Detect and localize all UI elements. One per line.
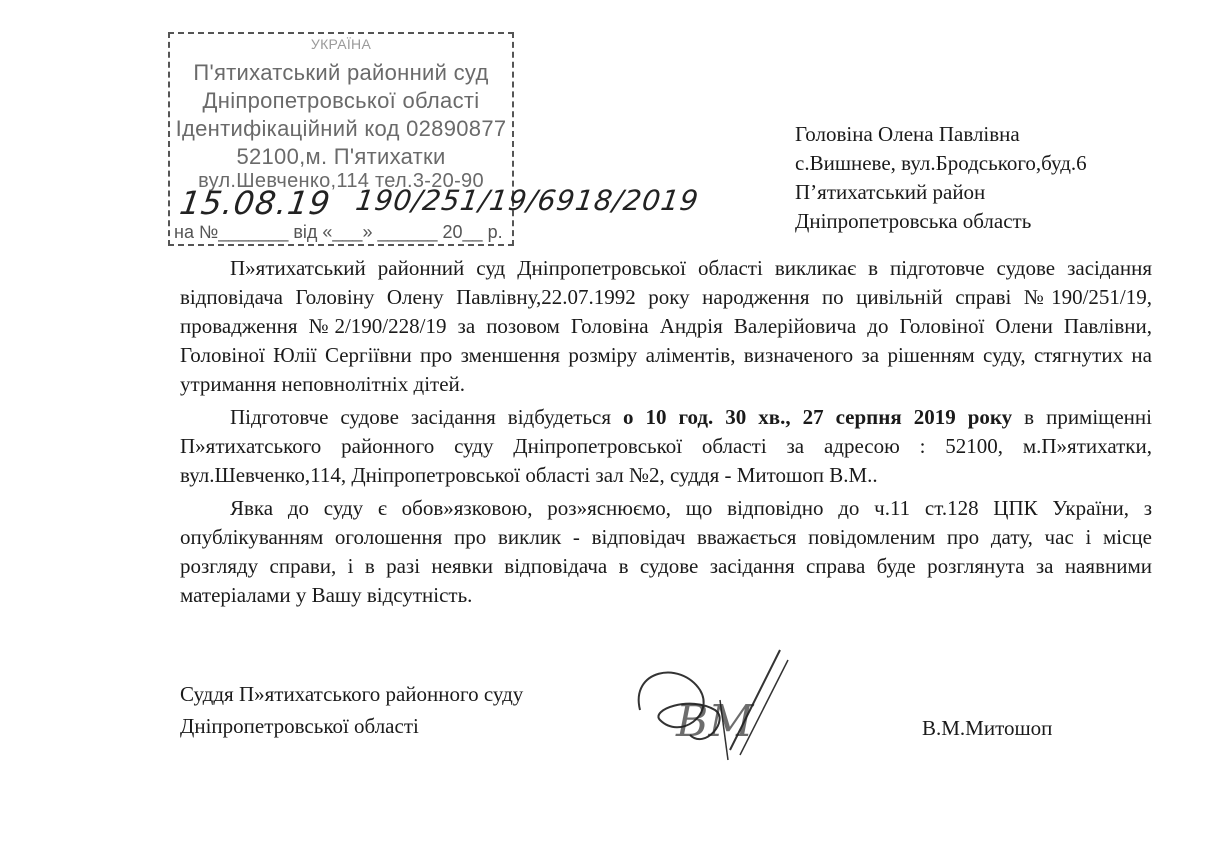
signer-title-line2: Дніпропетровської області [180,714,419,738]
paragraph-hearing [180,403,1152,490]
stamp-court-name: П'ятихатський районний суд [193,60,489,85]
stamp-heading: УКРАЇНА [310,36,372,52]
signer-name: В.М.Митошоп [922,716,1053,740]
stamp-handwritten-date: 15.08.19 [177,184,334,222]
hearing-prefix: Підготовче судове засідання відбудеться [230,405,624,429]
signer-title-line1: Суддя П»ятихатського районного суду [180,682,524,706]
stamp-address: вул.Шевченко,114 тел.3-20-90 [198,170,484,192]
signer-title [180,678,523,742]
paragraph-summons: П»ятихатський районний суд Дніпропетровської області викликає в підготовче судове засідання відповідача Головіну Олену Павлівну,22.07.1992 року народження по цивільній справі №190/251/19, провадження №2/190/228/19 за позовом Головіна Андрія Валерійовича до Головіної Олени Павлівни, Головіної Юлії Сергіївни про зменшення розміру аліментів, визначеного за рішенням суду, стягнутих на утримання неповнолітніх дітей. [180,256,1152,396]
stamp-postal: 52100,м. П'ятихатки [236,144,446,169]
court-stamp [168,32,702,246]
hearing-datetime: о 10 год. 30 хв., 27 серпня 2019 року [623,405,1013,429]
paragraph-attendance: Явка до суду є обов»язковою, роз»яснюємо, що відповідно до ч.11 ст.128 ЦПК України, з опублікуванням оголошення про виклик - відповідач вважається повідомленим про дату, час і місце розгляду справи, і в разі неявки відповідача в судове засідання справа буде розглянута за наявними матеріалами у Вашу відсутність. [180,496,1152,607]
signature-mark: ВМ [676,696,754,747]
notice-body [180,254,1152,614]
hearing-suffix: в приміщенні П»ятихатського районного суду Дніпропетровської області за адресою : 52100, м.П»ятихатки, вул.Шевченко,114, Дніпропетровської області зал №2, суддя - Митошоп В.М.. [180,405,1152,487]
addressee-district: П’ятихатський район [795,180,986,204]
stamp-region: Дніпропетровської області [202,88,480,113]
stamp-register-line: на №_______ від «___» ______ 20__ р. [174,222,503,242]
stamp-handwritten-number: 190/251/19/6918/2019 [353,184,702,217]
addressee-region: Дніпропетровська область [795,209,1032,233]
addressee-address: с.Вишневе, вул.Бродського,буд.6 [795,151,1087,175]
addressee-name: Головіна Олена Павлівна [795,122,1020,146]
addressee-block [795,120,1087,236]
stamp-id-code: Ідентифікаційний код 02890877 [175,116,507,141]
